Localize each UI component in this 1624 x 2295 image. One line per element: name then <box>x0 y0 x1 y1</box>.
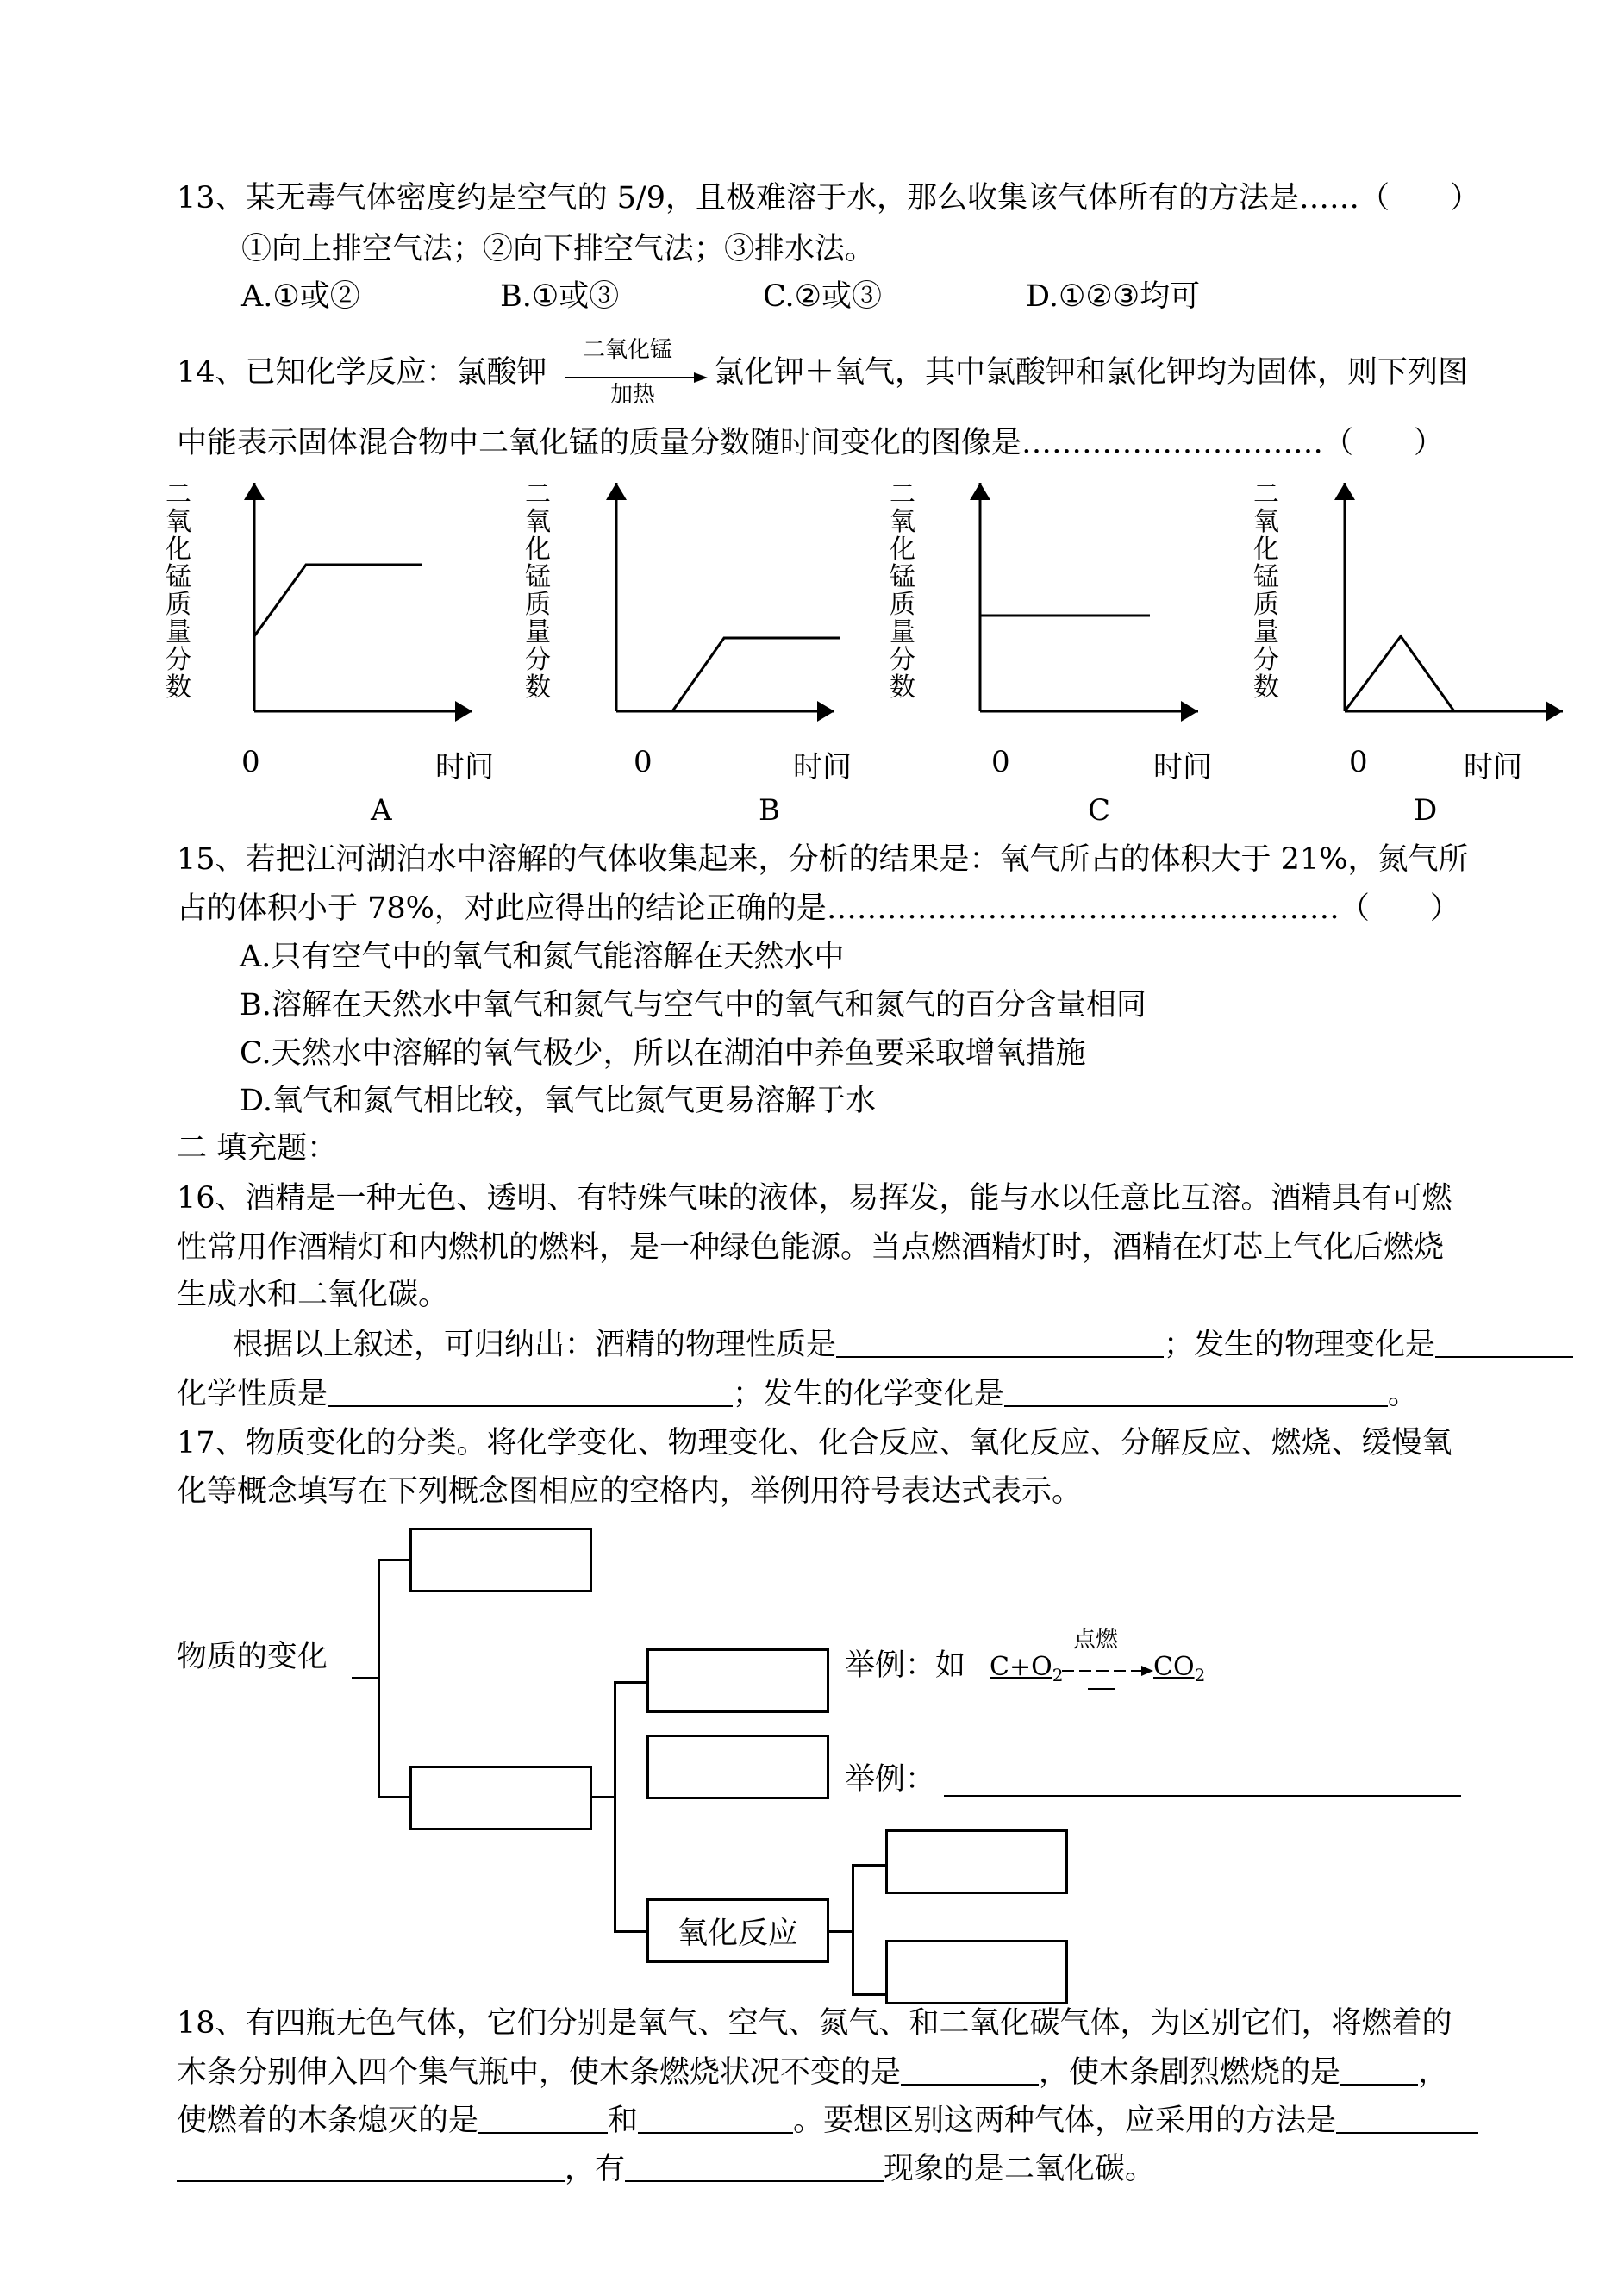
equation-left <box>990 1648 1063 1694</box>
q15-option-a: A.只有空气中的氧气和氮气能溶解在天然水中 <box>240 940 845 974</box>
q18-extinguish-label: 使燃着的木条熄灭的是 <box>177 2104 479 2138</box>
concept-box-1[interactable] <box>409 1528 592 1592</box>
q16-physical-property-blank[interactable] <box>836 1327 1164 1358</box>
equation-arrow <box>1062 1666 1157 1676</box>
connector <box>614 1681 648 1684</box>
q13-option-c: C.②或③ <box>763 279 883 314</box>
q14-catalyst: 二氧化锰 <box>583 337 673 363</box>
concept-box-5[interactable] <box>885 1829 1068 1894</box>
q13-option-b: B.①或③ <box>500 279 620 314</box>
q16-physical-property-label: 根据以上叙述，可归纳出：酒精的物理性质是 <box>233 1328 837 1362</box>
graph-b <box>603 483 845 724</box>
example-2-blank[interactable] <box>944 1795 1461 1797</box>
q17-line1: 17、物质变化的分类。将化学变化、物理变化、化合反应、氧化反应、分解反应、燃烧、缓慢氧 <box>177 1426 1452 1460</box>
q14-condition: 加热 <box>610 382 656 408</box>
q14-stem-line2: 中能表示固体混合物中二氧化锰的质量分数随时间变化的图像是…………………………（ ） <box>177 426 1445 460</box>
q13-option-d: D.①②③均可 <box>1026 279 1201 314</box>
graph-c-ylabel: 二氧化锰质量分数 <box>890 479 915 703</box>
q16-fill-row2 <box>177 1375 1418 1413</box>
eq-right-sub: 2 <box>1194 1665 1206 1685</box>
concept-box-2[interactable] <box>409 1766 592 1830</box>
graph-a-origin: 0 <box>241 745 260 779</box>
graph-c-origin: 0 <box>991 745 1010 779</box>
graph-d-curve <box>1345 636 1454 711</box>
connector <box>378 1796 410 1798</box>
q18-extinguish-blank-1[interactable] <box>478 2103 608 2134</box>
equation-condition: 点燃 <box>1073 1627 1119 1653</box>
graph-d-letter: D <box>1414 793 1438 828</box>
q15-option-c: C.天然水中溶解的氧气极少，所以在湖泊中养鱼要采取增氧措施 <box>240 1036 1086 1071</box>
graph-d <box>1332 483 1573 724</box>
eq-right-text: CO <box>1153 1652 1195 1682</box>
q16-chemical-property-label: 化学性质是 <box>177 1377 328 1411</box>
graph-b-xlabel: 时间 <box>793 750 852 785</box>
connector <box>614 1930 648 1933</box>
connector <box>852 1864 854 1996</box>
connector <box>590 1796 616 1798</box>
q13-methods: ①向上排空气法；②向下排空气法；③排水法。 <box>241 232 876 266</box>
q18-extinguish-blank-2[interactable] <box>638 2103 793 2134</box>
q16-line3: 生成水和二氧化碳。 <box>177 1278 449 1312</box>
concept-root: 物质的变化 <box>177 1640 328 1674</box>
q15-option-b: B.溶解在天然水中氧气和氮气与空气中的氧气和氮气的百分含量相同 <box>240 988 1146 1022</box>
section-2-heading: 二 填充题： <box>177 1131 338 1166</box>
graph-c-letter: C <box>1088 793 1111 828</box>
graph-a-xlabel: 时间 <box>435 750 494 785</box>
q18-co2-label: 现象的是二氧化碳。 <box>884 2152 1156 2186</box>
q16-physical-change-label: ；发生的物理变化是 <box>1164 1328 1436 1362</box>
connector <box>378 1559 380 1798</box>
q18-line2 <box>177 2054 1448 2092</box>
q18-line1: 18、有四瓶无色气体，它们分别是氧气、空气、氮气、和二氧化碳气体，为区别它们，将燃着的 <box>177 2006 1452 2041</box>
q18-comma: ， <box>1418 2055 1449 2090</box>
equation-right <box>1153 1648 1205 1694</box>
q18-line4 <box>177 2150 1155 2188</box>
q18-vigorous-blank[interactable] <box>1340 2054 1418 2086</box>
graph-b-ylabel: 二氧化锰质量分数 <box>525 479 551 703</box>
q16-chemical-change-label: ；发生的化学变化是 <box>733 1377 1005 1411</box>
connector <box>828 1930 853 1933</box>
concept-box-3[interactable] <box>646 1648 829 1713</box>
q13-stem: 13、某无毒气体密度约是空气的 5/9，且极难溶于水，那么收集该气体所有的方法是……（ ） <box>177 181 1480 216</box>
connector <box>352 1677 379 1679</box>
connector <box>378 1559 410 1561</box>
oxidation-label: 氧化反应 <box>677 1916 798 1951</box>
graph-a <box>241 483 483 724</box>
equation-underline <box>1088 1688 1115 1690</box>
q16-fill-row1 <box>233 1326 1573 1364</box>
concept-box-6[interactable] <box>885 1940 1068 2004</box>
q15-stem-line2: 占的体积小于 78%，对此应得出的结论正确的是……………………………………………（ ） <box>177 891 1460 926</box>
q14-stem-pre: 14、已知化学反应：氯酸钾 <box>177 355 547 390</box>
q18-and: 和 <box>608 2104 639 2138</box>
q16-period: 。 <box>1388 1377 1419 1411</box>
q18-vigorous-label: ，使木条剧烈燃烧的是 <box>1039 2055 1341 2090</box>
q18-method-label: 。要想区别这两种气体，应采用的方法是 <box>793 2104 1337 2138</box>
connector <box>614 1681 616 1933</box>
q18-unchanged-blank[interactable] <box>901 2054 1039 2086</box>
concept-box-oxidation <box>646 1898 829 1963</box>
example-label-1: 举例：如 <box>845 1648 966 1683</box>
q16-chemical-change-blank[interactable] <box>1004 1376 1388 1407</box>
q18-unchanged-label: 木条分别伸入四个集气瓶中，使木条燃烧状况不变的是 <box>177 2055 902 2090</box>
connector <box>852 1993 886 1996</box>
concept-box-4[interactable] <box>646 1735 829 1799</box>
q18-method-blank[interactable] <box>1336 2103 1478 2134</box>
graph-a-curve <box>254 565 422 636</box>
graph-b-letter: B <box>759 793 780 828</box>
q14-stem-post: 氯化钾＋氧气，其中氯酸钾和氯化钾均为固体，则下列图 <box>714 355 1469 390</box>
graph-d-ylabel: 二氧化锰质量分数 <box>1253 479 1279 703</box>
graph-b-origin: 0 <box>634 745 653 779</box>
graph-d-origin: 0 <box>1349 745 1368 779</box>
q16-chemical-property-blank[interactable] <box>328 1376 733 1407</box>
graph-d-xlabel: 时间 <box>1464 750 1522 785</box>
q18-phenomenon-label: ，有 <box>565 2152 626 2186</box>
graph-a-letter: A <box>371 793 392 828</box>
q13-option-a: A.①或② <box>241 279 360 314</box>
connector <box>852 1864 886 1867</box>
q14-reaction-arrow <box>565 372 711 383</box>
q15-stem-line1: 15、若把江河湖泊水中溶解的气体收集起来，分析的结果是：氧气所占的体积大于 21%，氮气所 <box>177 842 1469 877</box>
eq-left-sub: 2 <box>1052 1665 1064 1685</box>
q16-physical-change-blank[interactable] <box>1435 1327 1573 1358</box>
q16-line2: 性常用作酒精灯和内燃机的燃料，是一种绿色能源。当点燃酒精灯时，酒精在灯芯上气化后燃烧 <box>177 1230 1445 1265</box>
q18-method-blank-cont[interactable] <box>177 2151 565 2182</box>
example-label-2: 举例： <box>845 1762 936 1797</box>
graph-b-curve <box>616 638 840 711</box>
graph-a-ylabel: 二氧化锰质量分数 <box>166 479 191 703</box>
q18-phenomenon-blank[interactable] <box>625 2151 884 2182</box>
eq-left-text: C+O <box>990 1652 1052 1682</box>
graph-c <box>967 483 1209 724</box>
q18-line3 <box>177 2102 1478 2140</box>
q17-line2: 化等概念填写在下列概念图相应的空格内，举例用符号表达式表示。 <box>177 1474 1083 1509</box>
graph-c-xlabel: 时间 <box>1153 750 1212 785</box>
q16-line1: 16、酒精是一种无色、透明、有特殊气味的液体，易挥发，能与水以任意比互溶。酒精具有可燃 <box>177 1181 1452 1216</box>
q15-option-d: D.氧气和氮气相比较，氧气比氮气更易溶解于水 <box>240 1084 876 1118</box>
